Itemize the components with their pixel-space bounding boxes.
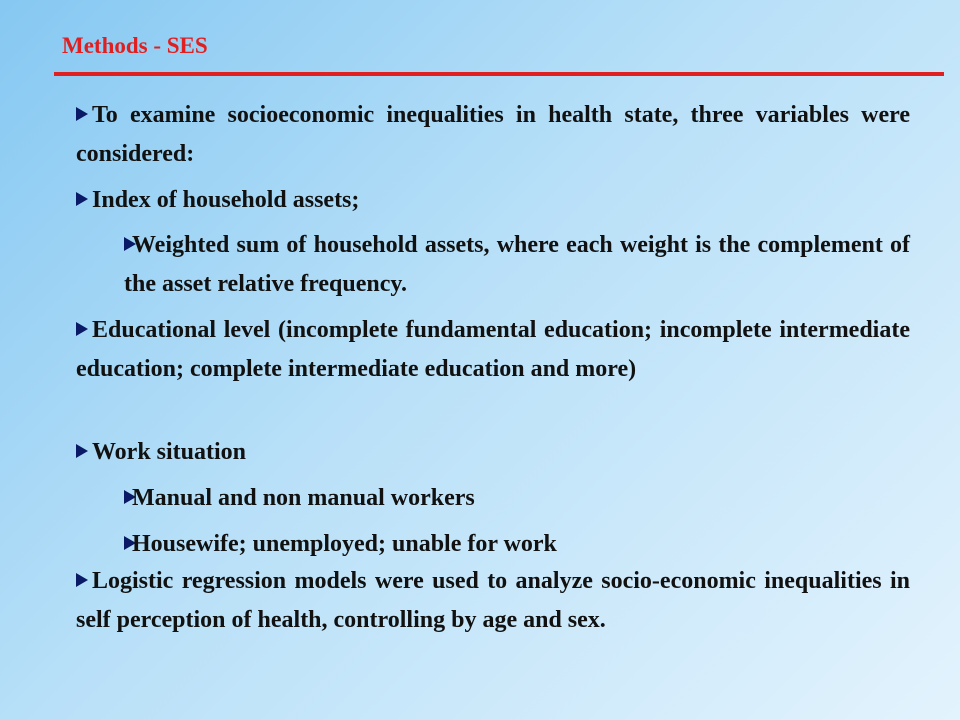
bullet-text: Weighted sum of household assets, where each weight is the complement of the asset relative frequency. xyxy=(124,232,910,297)
bullet-text: Manual and non manual workers xyxy=(132,485,475,511)
bullet-text: Logistic regression models were used to analyze socio-economic inequalities in self perception of health, controlling by age and sex. xyxy=(76,568,910,633)
bullet-item xyxy=(76,433,910,472)
bullet-text: Index of household assets; xyxy=(92,187,360,213)
title-underline xyxy=(54,72,944,76)
bullet-item xyxy=(76,181,910,220)
bullet-item xyxy=(76,562,910,640)
bullet-text: Educational level (incomplete fundamental education; incomplete intermediate education; complete intermediate education and more) xyxy=(76,317,910,382)
bullet-text: Work situation xyxy=(92,439,247,465)
sub-bullet-item xyxy=(124,525,910,564)
bullet-item xyxy=(76,96,910,174)
arrow-bullet-icon xyxy=(76,192,88,206)
arrow-bullet-icon xyxy=(76,107,88,121)
bullet-item xyxy=(76,311,910,389)
bullet-text: Housewife; unemployed; unable for work xyxy=(132,531,557,557)
sub-bullet-item xyxy=(124,479,910,518)
arrow-bullet-icon xyxy=(76,573,88,587)
arrow-bullet-icon xyxy=(76,444,88,458)
slide-title: Methods - SES xyxy=(62,33,208,58)
arrow-bullet-icon xyxy=(76,322,88,336)
sub-bullet-item xyxy=(124,226,910,304)
bullet-text: To examine socioeconomic inequalities in health state, three variables were considered: xyxy=(76,102,910,167)
